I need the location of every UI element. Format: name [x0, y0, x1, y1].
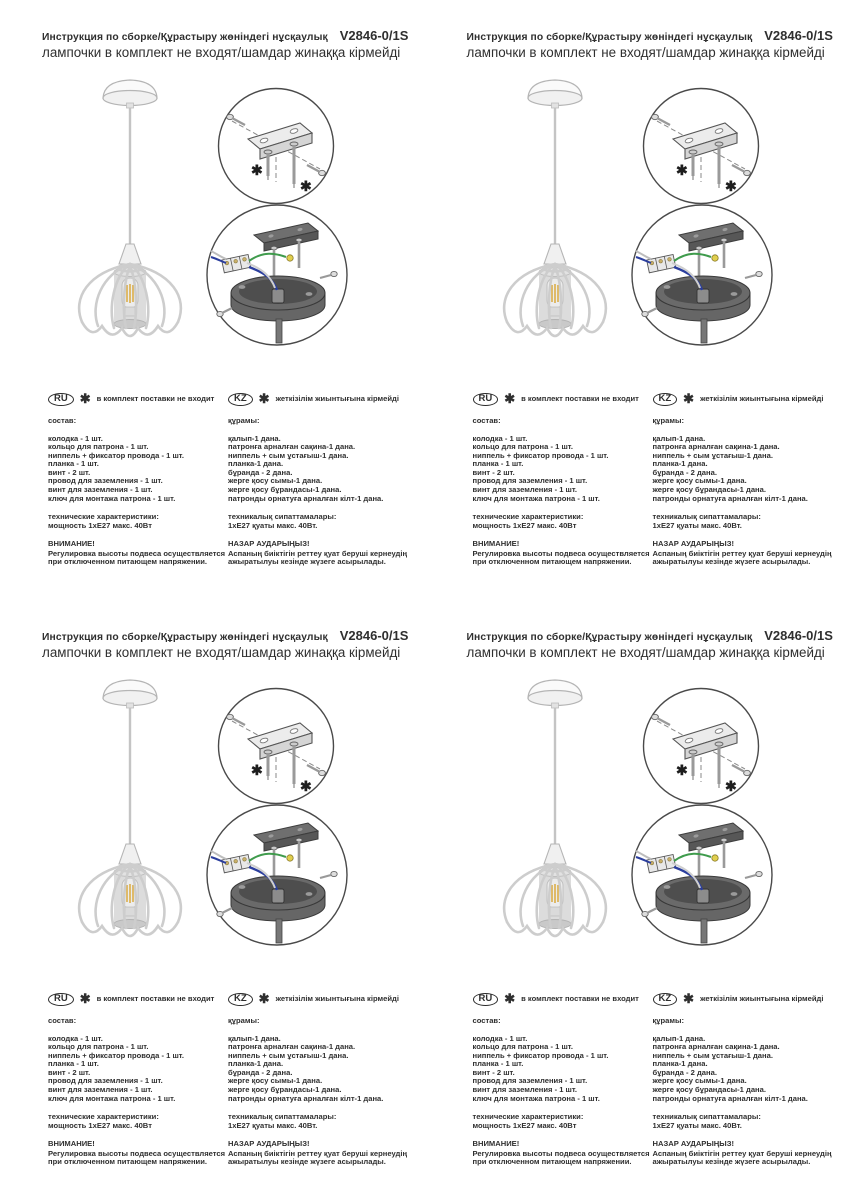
- socket-cone-icon: [544, 244, 566, 264]
- component-item: ключ для монтажа патрона - 1 шт.: [48, 493, 176, 503]
- ru-components-list: [473, 1035, 651, 1104]
- cord-stem-icon: [276, 919, 282, 943]
- kz-specs-title: техникалық сипаттамалары:: [652, 1112, 761, 1122]
- component-item: кольцо для патрона - 1 шт.: [48, 1042, 149, 1052]
- ru-specs-title: технические характеристики:: [48, 512, 159, 522]
- header-subtitle: лампочки в комплект не входят/шамдар жинаққа кірмейді: [42, 45, 401, 60]
- socket-cone-icon: [119, 844, 141, 864]
- ru-warning-text: Регулировка высоты подвеса осуществляется при отключенном питающем напряжении.: [472, 1148, 650, 1167]
- component-item: провод для заземления - 1 шт.: [472, 476, 588, 486]
- component-item: кольцо для патрона - 1 шт.: [48, 442, 149, 452]
- header-title: Инструкция по сборке/Құрастыру жөніндегі нұсқаулық: [42, 32, 328, 43]
- component-item: жерге қосу сымы-1 дана.: [652, 1076, 747, 1086]
- bracket-mounting-diagram: [640, 685, 762, 807]
- ru-specs-value: мощность 1хЕ27 макс. 40Вт: [48, 1120, 152, 1130]
- kz-warning-text: Аспаның биіктігін реттеу қуат беруші кернеудің ажыратылуы кезінде жүзеге асырылады.: [652, 1148, 832, 1167]
- header-subtitle: лампочки в комплект не входят/шамдар жинаққа кірмейді: [466, 645, 825, 660]
- asterisk-icon: ✱: [79, 390, 91, 406]
- component-item: қалып-1 дана.: [652, 1033, 706, 1043]
- ru-components-list: [48, 1035, 226, 1104]
- asterisk-icon: ✱: [675, 762, 688, 778]
- kz-section: [653, 392, 847, 567]
- panel-header: [467, 28, 839, 60]
- component-item: ключ для монтажа патрона - 1 шт.: [472, 1093, 600, 1103]
- component-item: ниппель + сым ұстағыш-1 дана.: [228, 450, 349, 460]
- kz-section: [228, 392, 422, 567]
- ru-section: [473, 392, 651, 567]
- component-item: ниппель + фиксатор провода - 1 шт.: [472, 1050, 609, 1060]
- component-item: жерге қосу бұрандасы-1 дана.: [228, 1084, 342, 1094]
- ru-warning-title: ВНИМАНИЕ!: [472, 539, 520, 549]
- asterisk-icon: ✱: [683, 390, 695, 406]
- component-item: бұранда - 2 дана.: [228, 467, 293, 477]
- instruction-panel: [425, 0, 849, 600]
- component-item: ниппель + фиксатор провода - 1 шт.: [48, 1050, 184, 1060]
- component-item: патронға арналған сақина-1 дана.: [652, 1042, 780, 1052]
- asterisk-icon: ✱: [675, 162, 688, 178]
- ru-specs-value: мощность 1хЕ27 макс. 40Вт: [48, 520, 152, 530]
- header-subtitle: лампочки в комплект не входят/шамдар жинаққа кірмейді: [42, 645, 401, 660]
- wiring-canopy-diagram: [628, 201, 776, 349]
- component-item: планка - 1 шт.: [48, 1059, 99, 1069]
- ru-components-title: состав:: [48, 1016, 77, 1025]
- kz-language-badge: KZ: [653, 993, 678, 1006]
- ru-note: в комплект поставки не входит: [96, 393, 215, 403]
- kz-specs-value: 1хЕ27 қуаты макс. 40Вт.: [228, 1120, 318, 1130]
- ru-section: [48, 992, 226, 1167]
- component-item: жерге қосу бұрандасы-1 дана.: [652, 484, 766, 494]
- ru-section: [48, 392, 226, 567]
- kz-components-list: [228, 1035, 422, 1104]
- component-item: планка-1 дана.: [228, 1059, 284, 1069]
- cord-stem-icon: [701, 319, 707, 343]
- ru-components-title: состав:: [472, 1016, 501, 1025]
- kz-language-badge: KZ: [228, 993, 253, 1006]
- asterisk-icon: ✱: [251, 162, 263, 178]
- kz-warning-title: НАЗАР АУДАРЫҢЫЗ!: [228, 1139, 310, 1149]
- pendant-lamp-illustration: [495, 676, 627, 952]
- kz-specs-title: техникалық сипаттамалары:: [228, 512, 337, 522]
- component-item: винт для заземления - 1 шт.: [472, 1084, 578, 1094]
- component-item: кольцо для патрона - 1 шт.: [472, 442, 573, 452]
- component-item: ниппель + сым ұстағыш-1 дана.: [228, 1050, 349, 1060]
- component-item: жерге қосу бұрандасы-1 дана.: [652, 1084, 766, 1094]
- kz-components-list: [653, 435, 847, 504]
- kz-specs-value: 1хЕ27 қуаты макс. 40Вт.: [652, 1120, 742, 1130]
- ru-warning-text: Регулировка высоты подвеса осуществляется при отключенном питающем напряжении.: [48, 1148, 226, 1167]
- kz-section: [228, 992, 422, 1167]
- kz-note: жеткізілім жиынтығына кірмейді: [275, 393, 399, 403]
- ru-warning-title: ВНИМАНИЕ!: [472, 1139, 520, 1149]
- component-item: ключ для монтажа патрона - 1 шт.: [48, 1093, 176, 1103]
- ceiling-canopy-icon: [103, 80, 157, 108]
- component-item: провод для заземления - 1 шт.: [472, 1076, 588, 1086]
- panel-header: [42, 628, 414, 660]
- component-item: винт для заземления - 1 шт.: [472, 484, 578, 494]
- model-number: V2846-0/1S: [339, 628, 409, 643]
- ru-note: в комплект поставки не входит: [521, 393, 639, 403]
- kz-components-title: құрамы:: [652, 416, 685, 425]
- asterisk-icon: ✱: [258, 990, 270, 1006]
- instruction-panel: [0, 600, 425, 1200]
- header-title: Инструкция по сборке/Құрастыру жөніндегі нұсқаулық: [466, 32, 753, 43]
- component-item: бұранда - 2 дана.: [228, 1067, 293, 1077]
- asterisk-icon: ✱: [79, 990, 91, 1006]
- pendant-lamp-illustration: [70, 676, 202, 952]
- kz-components-list: [653, 1035, 847, 1104]
- ceiling-canopy-icon: [528, 80, 582, 108]
- socket-cone-icon: [119, 244, 141, 264]
- ru-specs-value: мощность 1хЕ27 макс. 40Вт: [472, 520, 577, 530]
- component-item: винт - 2 шт.: [472, 467, 515, 477]
- component-item: ключ для монтажа патрона - 1 шт.: [472, 493, 600, 503]
- component-item: ниппель + сым ұстағыш-1 дана.: [652, 450, 773, 460]
- header-title: Инструкция по сборке/Құрастыру жөніндегі нұсқаулық: [466, 632, 753, 643]
- ru-language-badge: RU: [473, 393, 499, 406]
- ru-specs-title: технические характеристики:: [472, 1112, 584, 1122]
- asterisk-icon: ✱: [300, 778, 312, 794]
- model-number: V2846-0/1S: [339, 28, 409, 43]
- component-item: патронды орнатуға арналған кілт-1 дана.: [652, 493, 808, 503]
- pendant-lamp-illustration: [495, 76, 627, 352]
- header-title: Инструкция по сборке/Құрастыру жөніндегі нұсқаулық: [42, 632, 328, 643]
- kz-specs-title: техникалық сипаттамалары:: [652, 512, 761, 522]
- instruction-panel: [425, 600, 849, 1200]
- component-item: планка - 1 шт.: [48, 459, 99, 469]
- component-item: колодка - 1 шт.: [472, 1033, 528, 1043]
- kz-warning-text: Аспаның биіктігін реттеу қуат беруші кернеудің ажыратылуы кезінде жүзеге асырылады.: [228, 1148, 408, 1167]
- component-item: қалып-1 дана.: [652, 433, 706, 443]
- kz-section: [653, 992, 847, 1167]
- component-item: винт - 2 шт.: [472, 1067, 515, 1077]
- ru-language-badge: RU: [473, 993, 499, 1006]
- kz-warning-text: Аспаның биіктігін реттеу қуат беруші кернеудің ажыратылуы кезінде жүзеге асырылады.: [652, 548, 832, 567]
- kz-warning-text: Аспаның биіктігін реттеу қуат беруші кернеудің ажыратылуы кезінде жүзеге асырылады.: [228, 548, 408, 567]
- ru-language-badge: RU: [48, 393, 74, 406]
- component-item: планка - 1 шт.: [472, 459, 524, 469]
- ru-specs-value: мощность 1хЕ27 макс. 40Вт: [472, 1120, 577, 1130]
- ru-specs-title: технические характеристики:: [472, 512, 584, 522]
- asterisk-icon: ✱: [251, 762, 263, 778]
- asterisk-icon: ✱: [724, 178, 737, 194]
- component-item: колодка - 1 шт.: [48, 433, 103, 443]
- bracket-mounting-diagram: [215, 685, 337, 807]
- header-subtitle: лампочки в комплект не входят/шамдар жинаққа кірмейді: [466, 45, 825, 60]
- ru-components-list: [48, 435, 226, 504]
- component-item: бұранда - 2 дана.: [652, 467, 717, 477]
- component-item: винт - 2 шт.: [48, 467, 91, 477]
- component-item: патронды орнатуға арналған кілт-1 дана.: [652, 1093, 808, 1103]
- kz-components-title: құрамы:: [652, 1016, 685, 1025]
- component-item: планка-1 дана.: [652, 1059, 708, 1069]
- component-item: ниппель + фиксатор провода - 1 шт.: [48, 450, 184, 460]
- component-item: колодка - 1 шт.: [472, 433, 528, 443]
- asterisk-icon: ✱: [724, 778, 737, 794]
- component-item: патронға арналған сақина-1 дана.: [228, 442, 356, 452]
- ru-note: в комплект поставки не входит: [96, 993, 215, 1003]
- component-item: қалып-1 дана.: [228, 1033, 281, 1043]
- kz-warning-title: НАЗАР АУДАРЫҢЫЗ!: [228, 539, 310, 549]
- kz-note: жеткізілім жиынтығына кірмейді: [700, 393, 824, 403]
- ru-specs-title: технические характеристики:: [48, 1112, 159, 1122]
- bracket-mounting-diagram: [640, 85, 762, 207]
- wiring-canopy-diagram: [628, 801, 776, 949]
- ru-warning-title: ВНИМАНИЕ!: [48, 539, 95, 549]
- component-item: жерге қосу сымы-1 дана.: [228, 476, 323, 486]
- asterisk-icon: ✱: [683, 990, 695, 1006]
- component-item: кольцо для патрона - 1 шт.: [472, 1042, 573, 1052]
- component-item: провод для заземления - 1 шт.: [48, 476, 163, 486]
- ru-components-title: состав:: [472, 416, 501, 425]
- component-item: колодка - 1 шт.: [48, 1033, 103, 1043]
- kz-components-title: құрамы:: [228, 416, 260, 425]
- wiring-canopy-diagram: [203, 801, 351, 949]
- ru-warning-title: ВНИМАНИЕ!: [48, 1139, 95, 1149]
- ru-components-title: состав:: [48, 416, 77, 425]
- kz-specs-value: 1хЕ27 қуаты макс. 40Вт.: [652, 520, 742, 530]
- model-number: V2846-0/1S: [764, 628, 833, 643]
- kz-note: жеткізілім жиынтығына кірмейді: [275, 993, 399, 1003]
- cord-stem-icon: [701, 919, 707, 943]
- kz-specs-value: 1хЕ27 қуаты макс. 40Вт.: [228, 520, 318, 530]
- ru-note: в комплект поставки не входит: [521, 993, 639, 1003]
- component-item: планка-1 дана.: [652, 459, 708, 469]
- kz-language-badge: KZ: [653, 393, 678, 406]
- component-item: планка - 1 шт.: [472, 1059, 524, 1069]
- component-item: ниппель + сым ұстағыш-1 дана.: [652, 1050, 773, 1060]
- component-item: планка-1 дана.: [228, 459, 284, 469]
- component-item: патронды орнатуға арналған кілт-1 дана.: [228, 493, 384, 503]
- panel-header: [42, 28, 414, 60]
- kz-warning-title: НАЗАР АУДАРЫҢЫЗ!: [652, 539, 735, 549]
- asterisk-icon: ✱: [504, 390, 516, 406]
- asterisk-icon: ✱: [300, 178, 312, 194]
- component-item: провод для заземления - 1 шт.: [48, 1076, 163, 1086]
- ru-warning-text: Регулировка высоты подвеса осуществляется при отключенном питающем напряжении.: [472, 548, 650, 567]
- kz-specs-title: техникалық сипаттамалары:: [228, 1112, 337, 1122]
- component-item: патронды орнатуға арналған кілт-1 дана.: [228, 1093, 384, 1103]
- kz-note: жеткізілім жиынтығына кірмейді: [700, 993, 824, 1003]
- ceiling-canopy-icon: [528, 680, 582, 708]
- component-item: жерге қосу сымы-1 дана.: [652, 476, 747, 486]
- ru-section: [473, 992, 651, 1167]
- component-item: ниппель + фиксатор провода - 1 шт.: [472, 450, 609, 460]
- cord-stem-icon: [276, 319, 282, 343]
- wiring-canopy-diagram: [203, 201, 351, 349]
- component-item: патронға арналған сақина-1 дана.: [228, 1042, 356, 1052]
- component-item: бұранда - 2 дана.: [652, 1067, 717, 1077]
- component-item: винт - 2 шт.: [48, 1067, 91, 1077]
- kz-components-list: [228, 435, 422, 504]
- component-item: қалып-1 дана.: [228, 433, 281, 443]
- component-item: жерге қосу сымы-1 дана.: [228, 1076, 323, 1086]
- panel-header: [467, 628, 839, 660]
- model-number: V2846-0/1S: [764, 28, 833, 43]
- ru-language-badge: RU: [48, 993, 74, 1006]
- component-item: винт для заземления - 1 шт.: [48, 1084, 153, 1094]
- component-item: винт для заземления - 1 шт.: [48, 484, 153, 494]
- kz-warning-title: НАЗАР АУДАРЫҢЫЗ!: [652, 1139, 735, 1149]
- socket-cone-icon: [544, 844, 566, 864]
- asterisk-icon: ✱: [504, 990, 516, 1006]
- component-item: патронға арналған сақина-1 дана.: [652, 442, 780, 452]
- pendant-lamp-illustration: [70, 76, 202, 352]
- kz-components-title: құрамы:: [228, 1016, 260, 1025]
- ru-components-list: [473, 435, 651, 504]
- bracket-mounting-diagram: [215, 85, 337, 207]
- ceiling-canopy-icon: [103, 680, 157, 708]
- asterisk-icon: ✱: [258, 390, 270, 406]
- ru-warning-text: Регулировка высоты подвеса осуществляется при отключенном питающем напряжении.: [48, 548, 226, 567]
- kz-language-badge: KZ: [228, 393, 253, 406]
- instruction-panel: [0, 0, 425, 600]
- component-item: жерге қосу бұрандасы-1 дана.: [228, 484, 342, 494]
